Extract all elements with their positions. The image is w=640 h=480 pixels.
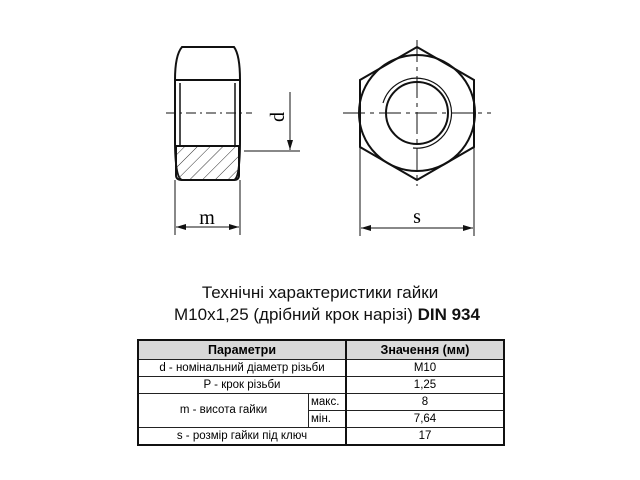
param-cell: m - висота гайки xyxy=(138,394,309,428)
table-header-row xyxy=(138,340,504,360)
spec-title xyxy=(0,282,640,326)
value-cell: 8 xyxy=(346,394,504,411)
title-line-2 xyxy=(0,304,640,326)
header-param: Параметри xyxy=(138,340,346,360)
param-cell: d - номінальний діаметр різьби xyxy=(138,360,346,377)
value-cell: 17 xyxy=(346,428,504,446)
standard-label: DIN 934 xyxy=(417,305,480,324)
label-d: d xyxy=(267,112,289,122)
label-m: m xyxy=(199,207,215,229)
title-line-1: Технічні характеристики гайки xyxy=(201,283,439,302)
table-row xyxy=(138,394,504,411)
value-cell: M10 xyxy=(346,360,504,377)
param-cell: P - крок різьби xyxy=(138,377,346,394)
title-line-2-text: M10x1,25 (дрібний крок нарізі) xyxy=(174,305,418,324)
table-row xyxy=(138,360,504,377)
label-s: s xyxy=(413,206,421,228)
table-row xyxy=(138,428,504,446)
side-view xyxy=(166,47,300,235)
spec-table xyxy=(137,339,505,446)
value-cell: 7,64 xyxy=(346,411,504,428)
sub-label-cell: макс. xyxy=(309,394,347,411)
table-row xyxy=(138,377,504,394)
param-cell: s - розмір гайки під ключ xyxy=(138,428,346,446)
header-value: Значення (мм) xyxy=(346,340,504,360)
value-cell: 1,25 xyxy=(346,377,504,394)
sub-label-cell: мін. xyxy=(309,411,347,428)
